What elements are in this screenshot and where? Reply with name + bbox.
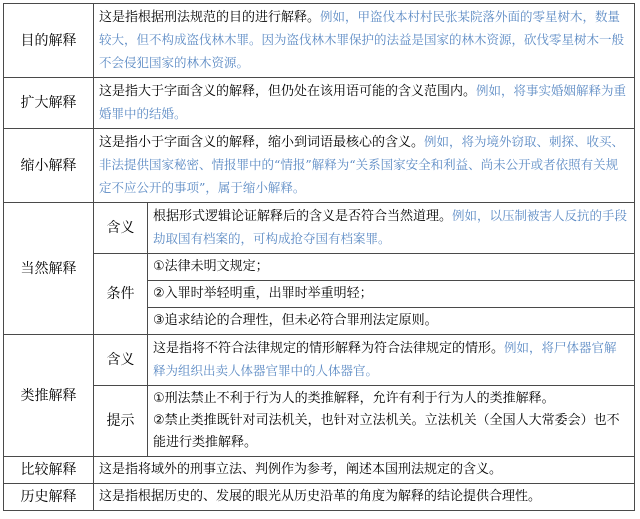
tips-cell <box>148 386 635 457</box>
meaning-cell <box>148 335 635 386</box>
row-kuoda <box>4 78 635 129</box>
definition-cell <box>94 129 635 203</box>
example-text: 例如，将尸体器官解释为组织出卖人体器官罪中的人体器官。 <box>153 340 617 378</box>
meaning-text: 这是指将不符合法律规定的情形解释为符合法律规定的情形。 <box>153 341 505 356</box>
example-text: 例如，以压制被害人反抗的手段劫取国有档案的，可构成抢夺国有档案罪。 <box>153 208 628 246</box>
row-bijiao <box>4 457 635 484</box>
row-lishi <box>4 484 635 511</box>
row-mudi <box>4 4 635 78</box>
definition-cell <box>94 78 635 129</box>
sub-label-tips: 提示 <box>94 386 148 457</box>
definition-cell <box>94 4 635 78</box>
example-text: 例如，将事实婚姻解释为重婚罪中的结婚。 <box>99 83 627 121</box>
condition-item: ③追求结论的合理性，但未必符合罪刑法定原则。 <box>148 308 635 335</box>
row-dangran-cond-1 <box>4 254 635 281</box>
definition-text: 这是指大于字面含义的解释，但仍处在该用语可能的含义范围内。 <box>99 84 477 99</box>
sub-label-conditions: 条件 <box>94 254 148 335</box>
term-cell: 历史解释 <box>4 484 94 511</box>
term-cell: 比较解释 <box>4 457 94 484</box>
row-dangran-meaning <box>4 203 635 254</box>
term-cell: 当然解释 <box>4 203 94 335</box>
meaning-text: 根据形式逻辑论证解释后的含义是否符合当然道理。 <box>153 209 453 224</box>
term-cell: 类推解释 <box>4 335 94 457</box>
sub-label-meaning: 含义 <box>94 335 148 386</box>
row-leitui-tips <box>4 386 635 457</box>
definition-text: 这是指小于字面含义的解释，缩小到词语最核心的含义。 <box>99 135 425 150</box>
row-suoxiao <box>4 129 635 203</box>
definition-cell: 这是指根据历史的、发展的眼光从历史沿革的角度为解释的结论提供合理性。 <box>94 484 635 511</box>
term-cell: 缩小解释 <box>4 129 94 203</box>
definition-cell: 这是指将域外的刑事立法、判例作为参考，阐述本国刑法规定的含义。 <box>94 457 635 484</box>
interpretation-table <box>3 3 635 511</box>
tip-item: ②禁止类推既针对司法机关，也针对立法机关。立法机关（全国人大常委会）也不能进行类推解释。 <box>153 413 620 450</box>
definition-text: 这是指根据刑法规范的目的进行解释。 <box>99 10 321 25</box>
tip-item: ①刑法禁止不利于行为人的类推解释，允许有利于行为人的类推解释。 <box>153 391 555 406</box>
meaning-cell <box>148 203 635 254</box>
condition-item: ①法律未明文规定； <box>148 254 635 281</box>
example-text: 例如，将为境外窃取、刺探、收买、非法提供国家秘密、情报罪中的“情报”解释为“关系国家安全和利益、尚未公开或者依照有关规定不应公开的事项”，属于缩小解释。 <box>99 134 625 195</box>
term-cell: 目的解释 <box>4 4 94 78</box>
sub-label-meaning: 含义 <box>94 203 148 254</box>
example-text: 例如，甲盗伐本村村民张某院落外面的零星树木，数量较大，但不构成盗伐林木罪。因为盗伐林木罪保护的法益是国家的林木资源，砍伐零星树木一般不会侵犯国家的林木资源。 <box>99 9 625 70</box>
row-leitui-meaning <box>4 335 635 386</box>
condition-item: ②入罪时举轻明重，出罪时举重明轻； <box>148 281 635 308</box>
term-cell: 扩大解释 <box>4 78 94 129</box>
